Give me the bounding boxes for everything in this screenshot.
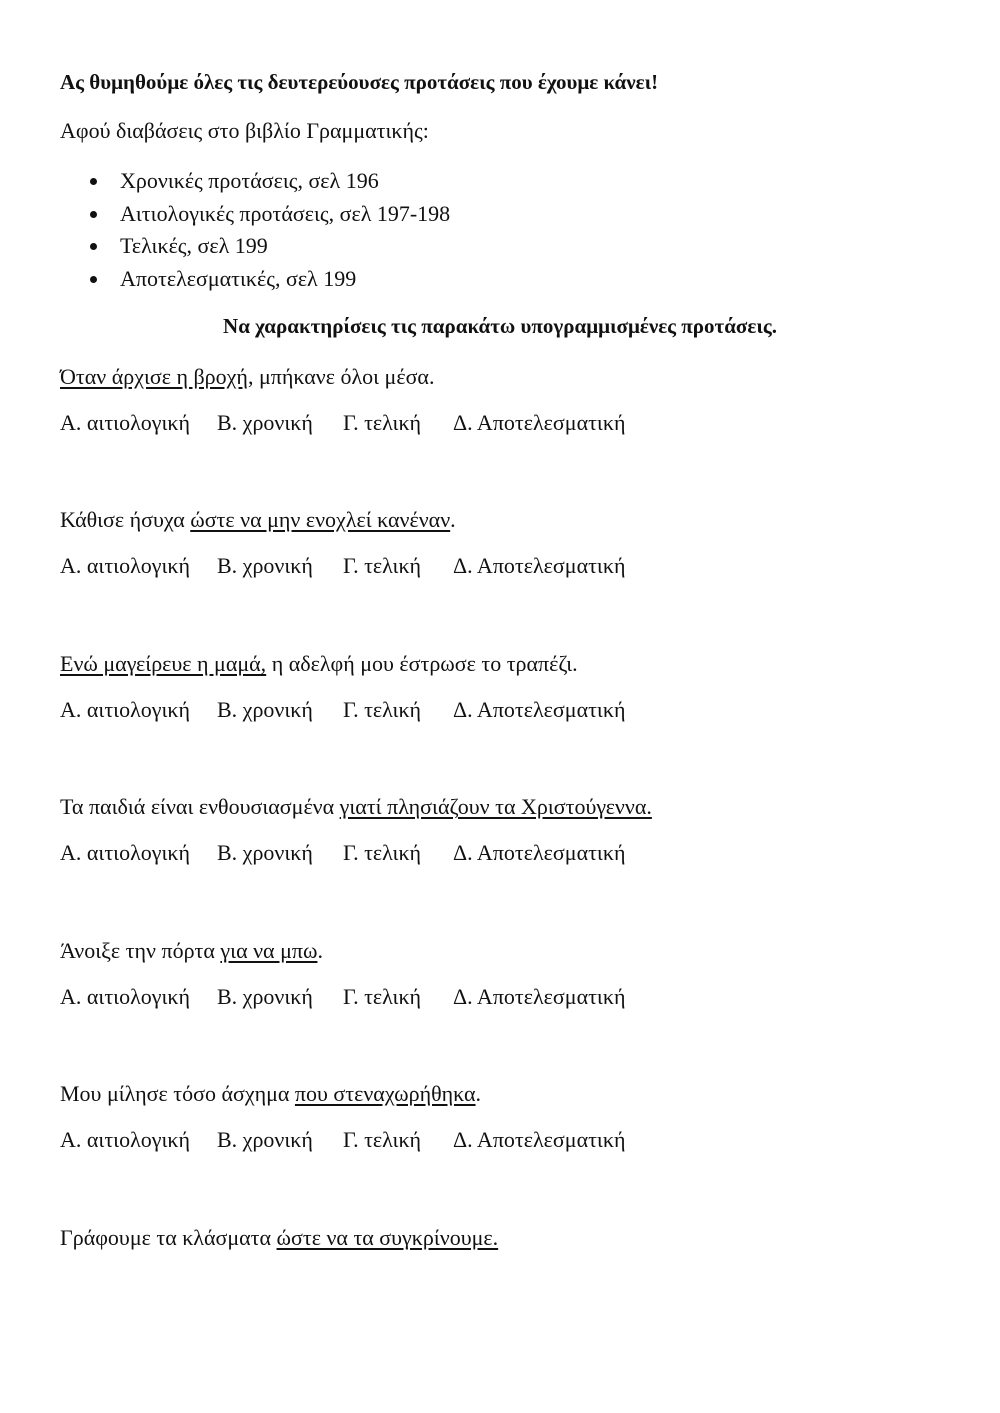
option-c[interactable]: Γ. τελική	[343, 553, 422, 578]
question-6	[60, 1079, 960, 1155]
answer-options	[60, 838, 960, 868]
option-c[interactable]: Γ. τελική	[343, 410, 422, 435]
option-a[interactable]: Α. αιτιολογική	[60, 410, 190, 435]
question-4	[60, 792, 960, 868]
underlined-clause: γιατί πλησιάζουν τα Χριστούγεννα.	[339, 794, 652, 819]
option-a[interactable]: Α. αιτιολογική	[60, 984, 190, 1009]
option-a[interactable]: Α. αιτιολογική	[60, 697, 190, 722]
underlined-clause: Όταν άρχισε η βροχή	[60, 364, 248, 389]
option-d[interactable]: Δ. Αποτελεσματική	[453, 697, 626, 722]
question-3	[60, 649, 960, 725]
bullet-icon	[90, 243, 97, 250]
option-d[interactable]: Δ. Αποτελεσματική	[453, 840, 626, 865]
option-c[interactable]: Γ. τελική	[343, 984, 422, 1009]
bullet-icon	[90, 276, 97, 283]
underlined-clause: για να μπω	[220, 938, 318, 963]
option-c[interactable]: Γ. τελική	[343, 1127, 422, 1152]
option-a[interactable]: Α. αιτιολογική	[60, 553, 190, 578]
option-d[interactable]: Δ. Αποτελεσματική	[453, 553, 626, 578]
underlined-clause: ώστε να μην ενοχλεί κανέναν	[190, 507, 451, 532]
option-b[interactable]: Β. χρονική	[217, 984, 313, 1009]
bullet-icon	[90, 211, 97, 218]
exercise-instruction: Να χαρακτηρίσεις τις παρακάτω υπογραμμισμένες προτάσεις.	[223, 314, 777, 338]
answer-options	[60, 551, 960, 581]
question-5	[60, 936, 960, 1012]
question-sentence: Τα παιδιά είναι ενθουσιασμένα γιατί πλησιάζουν τα Χριστούγεννα.	[60, 794, 652, 819]
option-d[interactable]: Δ. Αποτελεσματική	[453, 984, 626, 1009]
reading-list	[90, 166, 450, 296]
list-item: Αποτελεσματικές, σελ 199	[90, 264, 450, 297]
option-b[interactable]: Β. χρονική	[217, 553, 313, 578]
question-7	[60, 1223, 960, 1253]
question-2	[60, 505, 960, 581]
option-d[interactable]: Δ. Αποτελεσματική	[453, 1127, 626, 1152]
option-a[interactable]: Α. αιτιολογική	[60, 840, 190, 865]
option-c[interactable]: Γ. τελική	[343, 697, 422, 722]
option-b[interactable]: Β. χρονική	[217, 410, 313, 435]
question-1	[60, 362, 960, 438]
question-sentence: Μου μίλησε τόσο άσχημα που στεναχωρήθηκα.	[60, 1081, 482, 1106]
option-b[interactable]: Β. χρονική	[217, 1127, 313, 1152]
bullet-icon	[90, 178, 97, 185]
question-sentence: Ενώ μαγείρευε η μαμά, η αδελφή μου έστρωσε το τραπέζι.	[60, 651, 578, 676]
underlined-clause: που στεναχωρήθηκα	[294, 1081, 476, 1106]
question-sentence: Άνοιξε την πόρτα για να μπω.	[60, 938, 323, 963]
answer-options	[60, 408, 960, 438]
list-item: Αιτιολογικές προτάσεις, σελ 197-198	[90, 199, 450, 232]
option-b[interactable]: Β. χρονική	[217, 840, 313, 865]
question-sentence: Κάθισε ήσυχα ώστε να μην ενοχλεί κανέναν.	[60, 507, 456, 532]
underlined-clause: ώστε να τα συγκρίνουμε.	[276, 1225, 499, 1250]
option-a[interactable]: Α. αιτιολογική	[60, 1127, 190, 1152]
answer-options	[60, 982, 960, 1012]
question-sentence: Όταν άρχισε η βροχή, μπήκανε όλοι μέσα.	[60, 364, 435, 389]
option-b[interactable]: Β. χρονική	[217, 697, 313, 722]
answer-options	[60, 1125, 960, 1155]
answer-options	[60, 695, 960, 725]
underlined-clause: Ενώ μαγείρευε η μαμά,	[60, 651, 267, 676]
list-item: Τελικές, σελ 199	[90, 231, 450, 264]
worksheet-heading: Ας θυμηθούμε όλες τις δευτερεύουσες προτάσεις που έχουμε κάνει!	[60, 70, 659, 94]
list-item: Χρονικές προτάσεις, σελ 196	[90, 166, 450, 199]
option-c[interactable]: Γ. τελική	[343, 840, 422, 865]
intro-text: Αφού διαβάσεις στο βιβλίο Γραμματικής:	[60, 118, 429, 143]
question-sentence: Γράφουμε τα κλάσματα ώστε να τα συγκρίνουμε.	[60, 1225, 499, 1250]
option-d[interactable]: Δ. Αποτελεσματική	[453, 410, 626, 435]
